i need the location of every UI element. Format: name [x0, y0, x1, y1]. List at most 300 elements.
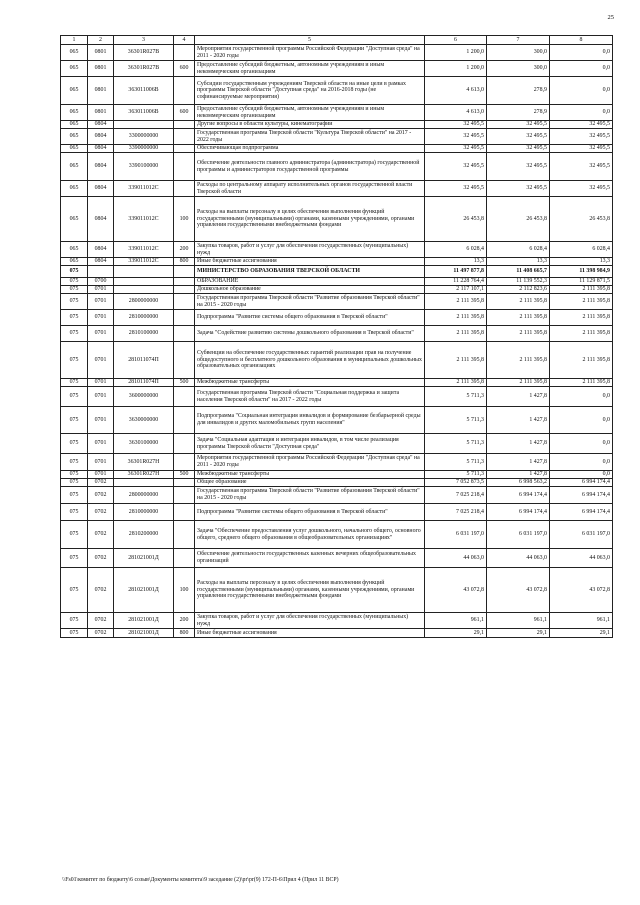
- cell-expense-type: [174, 145, 195, 153]
- cell-amount-col7: 6 028,4: [487, 242, 550, 258]
- table-row: [61, 61, 613, 77]
- table-row: [61, 145, 613, 153]
- cell-amount-col8: 32 495,5: [550, 153, 613, 181]
- cell-amount-col7: 1 427,8: [487, 471, 550, 479]
- cell-section-code: 0701: [88, 286, 114, 294]
- column-header: 7: [487, 36, 550, 45]
- cell-amount-col7: 300,0: [487, 45, 550, 61]
- cell-description: Иные бюджетные ассигнования: [195, 258, 425, 266]
- table-row: [61, 487, 613, 504]
- cell-expense-type: 600: [174, 105, 195, 121]
- cell-target-article: 2810100000: [114, 326, 174, 342]
- cell-description: Подпрограмма "Социальная интеграция инвалидов и формирование безбарьерной среды для инвалидов и других маломобильных групп населения": [195, 407, 425, 434]
- cell-ved-code: 075: [61, 294, 88, 310]
- cell-description: Субвенции на обеспечение государственных гарантий реализации прав на получение общедоступного и бесплатного дошкольного образования в муниципальных дошкольных образовательных организациях: [195, 342, 425, 379]
- cell-ved-code: 065: [61, 197, 88, 242]
- cell-amount-col8: 32 495,5: [550, 129, 613, 145]
- cell-ved-code: 065: [61, 258, 88, 266]
- cell-expense-type: [174, 278, 195, 286]
- cell-amount-col6: 7 025 218,4: [425, 504, 487, 521]
- cell-ved-code: 075: [61, 521, 88, 549]
- cell-amount-col6: 961,1: [425, 613, 487, 629]
- cell-expense-type: [174, 153, 195, 181]
- cell-section-code: 0801: [88, 61, 114, 77]
- cell-section-code: 0801: [88, 105, 114, 121]
- table-row: [61, 105, 613, 121]
- cell-amount-col6: 5 711,3: [425, 434, 487, 454]
- column-header: 6: [425, 36, 487, 45]
- cell-amount-col8: 6 994 174,4: [550, 487, 613, 504]
- cell-expense-type: 100: [174, 197, 195, 242]
- cell-amount-col7: 6 998 563,2: [487, 479, 550, 487]
- cell-amount-col8: 0,0: [550, 454, 613, 471]
- cell-amount-col6: 5 711,3: [425, 387, 487, 407]
- cell-amount-col6: 11 228 764,4: [425, 278, 487, 286]
- cell-amount-col6: 2 111 395,8: [425, 310, 487, 326]
- cell-description: Расходы на выплаты персоналу в целях обеспечения выполнения функций государственными (муниципальными) органами, казенными учреждениями, органами управления государственными внебюджетными фондами: [195, 197, 425, 242]
- cell-section-code: 0700: [88, 278, 114, 286]
- cell-amount-col7: 2 111 395,8: [487, 294, 550, 310]
- cell-amount-col8: 2 111 395,8: [550, 310, 613, 326]
- cell-section-code: 0701: [88, 471, 114, 479]
- cell-section-code: 0702: [88, 629, 114, 638]
- table-row: [61, 77, 613, 105]
- cell-ved-code: 075: [61, 342, 88, 379]
- cell-expense-type: [174, 479, 195, 487]
- cell-expense-type: 600: [174, 61, 195, 77]
- cell-expense-type: [174, 407, 195, 434]
- cell-section-code: 0702: [88, 568, 114, 613]
- cell-ved-code: 065: [61, 153, 88, 181]
- table-row: [61, 310, 613, 326]
- table-row: [61, 45, 613, 61]
- cell-amount-col7: 13,3: [487, 258, 550, 266]
- cell-section-code: 0701: [88, 407, 114, 434]
- cell-expense-type: [174, 294, 195, 310]
- cell-amount-col7: 44 063,0: [487, 549, 550, 568]
- cell-ved-code: 065: [61, 121, 88, 129]
- cell-amount-col8: 13,3: [550, 258, 613, 266]
- cell-description: Подпрограмма "Развитие системы общего образования в Тверской области": [195, 310, 425, 326]
- table-row: [61, 286, 613, 294]
- cell-amount-col6: 5 711,3: [425, 454, 487, 471]
- cell-amount-col6: 4 613,0: [425, 77, 487, 105]
- cell-ved-code: 065: [61, 105, 88, 121]
- cell-ved-code: 065: [61, 77, 88, 105]
- cell-section-code: 0701: [88, 454, 114, 471]
- cell-target-article: 281021001Д: [114, 549, 174, 568]
- table-row: [61, 258, 613, 266]
- table-body: [61, 45, 613, 638]
- table-header-row: [61, 36, 613, 45]
- cell-amount-col8: 2 111 395,8: [550, 379, 613, 387]
- table-row: [61, 294, 613, 310]
- cell-amount-col6: 6 028,4: [425, 242, 487, 258]
- cell-amount-col7: 29,1: [487, 629, 550, 638]
- cell-ved-code: 075: [61, 454, 88, 471]
- cell-amount-col6: 2 111 395,8: [425, 326, 487, 342]
- cell-amount-col7: 278,9: [487, 77, 550, 105]
- cell-section-code: 0702: [88, 504, 114, 521]
- cell-expense-type: [174, 326, 195, 342]
- cell-expense-type: [174, 310, 195, 326]
- cell-amount-col7: 32 495,5: [487, 181, 550, 197]
- cell-description: Государственная программа Тверской области "Культура Тверской области" на 2017 - 2022 годы: [195, 129, 425, 145]
- cell-section-code: 0702: [88, 521, 114, 549]
- cell-amount-col8: 961,1: [550, 613, 613, 629]
- cell-target-article: 281021001Д: [114, 629, 174, 638]
- cell-target-article: 339011012С: [114, 181, 174, 197]
- cell-amount-col7: 2 112 823,6: [487, 286, 550, 294]
- cell-description: Задача "Социальная адаптация и интеграция инвалидов, в том числе реализация программы Тверской области "Доступная среда": [195, 434, 425, 454]
- table-row: [61, 479, 613, 487]
- cell-amount-col6: 5 711,3: [425, 407, 487, 434]
- cell-section-code: 0702: [88, 479, 114, 487]
- table-row: [61, 342, 613, 379]
- cell-target-article: 3390100000: [114, 153, 174, 181]
- table-row: [61, 471, 613, 479]
- cell-description: Закупка товаров, работ и услуг для обеспечения государственных (муниципальных) нужд: [195, 242, 425, 258]
- cell-description: ОБРАЗОВАНИЕ: [195, 278, 425, 286]
- cell-section-code: 0701: [88, 342, 114, 379]
- cell-ved-code: 075: [61, 407, 88, 434]
- cell-expense-type: [174, 45, 195, 61]
- cell-amount-col6: 5 711,3: [425, 471, 487, 479]
- cell-description: Расходы на выплаты персоналу в целях обеспечения выполнения функций государственными (муниципальными) органами, казенными учреждениями, органами управления государственными внебюджетными фондами: [195, 568, 425, 613]
- cell-amount-col8: 26 453,8: [550, 197, 613, 242]
- cell-amount-col8: 2 111 395,8: [550, 294, 613, 310]
- table-row: [61, 242, 613, 258]
- table-row: [61, 379, 613, 387]
- table-row: [61, 326, 613, 342]
- table-row: [61, 629, 613, 638]
- table-row: [61, 568, 613, 613]
- cell-target-article: 3630100000: [114, 434, 174, 454]
- cell-amount-col7: 1 427,8: [487, 387, 550, 407]
- table-row: [61, 613, 613, 629]
- cell-ved-code: 075: [61, 326, 88, 342]
- cell-expense-type: 200: [174, 613, 195, 629]
- cell-amount-col8: 6 031 197,0: [550, 521, 613, 549]
- cell-amount-col7: 32 495,5: [487, 145, 550, 153]
- cell-amount-col7: 6 994 174,4: [487, 487, 550, 504]
- column-header: 1: [61, 36, 88, 45]
- cell-target-article: 36301R027Н: [114, 471, 174, 479]
- cell-section-code: 0804: [88, 129, 114, 145]
- cell-description: Подпрограмма "Развитие системы общего образования в Тверской области": [195, 504, 425, 521]
- cell-description: Закупка товаров, работ и услуг для обеспечения государственных (муниципальных) нужд: [195, 613, 425, 629]
- cell-amount-col8: 6 028,4: [550, 242, 613, 258]
- table-row: [61, 121, 613, 129]
- cell-expense-type: 800: [174, 629, 195, 638]
- cell-amount-col8: 2 111 395,8: [550, 286, 613, 294]
- cell-description: Обеспечение деятельности главного администратора (администратора) государственной программы и администраторов государственной программы: [195, 153, 425, 181]
- cell-target-article: 3390000000: [114, 145, 174, 153]
- cell-description: Предоставление субсидий бюджетным, автономным учреждениям и иным некоммерческим организациям: [195, 61, 425, 77]
- cell-section-code: 0701: [88, 434, 114, 454]
- cell-description: Предоставление субсидий бюджетным, автономным учреждениям и иным некоммерческим организациям: [195, 105, 425, 121]
- cell-amount-col7: 300,0: [487, 61, 550, 77]
- cell-target-article: 281011074П: [114, 379, 174, 387]
- cell-target-article: 36301R027В: [114, 45, 174, 61]
- cell-section-code: 0801: [88, 45, 114, 61]
- budget-table: [60, 35, 613, 638]
- table-row: [61, 504, 613, 521]
- cell-amount-col7: 1 427,8: [487, 407, 550, 434]
- cell-target-article: 3630000000: [114, 407, 174, 434]
- cell-ved-code: 065: [61, 129, 88, 145]
- cell-amount-col8: 0,0: [550, 387, 613, 407]
- table-row: [61, 387, 613, 407]
- cell-expense-type: [174, 434, 195, 454]
- cell-target-article: 363011006В: [114, 105, 174, 121]
- cell-amount-col6: 32 495,5: [425, 181, 487, 197]
- cell-section-code: 0804: [88, 121, 114, 129]
- cell-section-code: 0804: [88, 258, 114, 266]
- column-header: 2: [88, 36, 114, 45]
- cell-target-article: 339011012С: [114, 258, 174, 266]
- cell-section-code: 0702: [88, 613, 114, 629]
- cell-amount-col8: 29,1: [550, 629, 613, 638]
- cell-ved-code: 075: [61, 629, 88, 638]
- cell-description: Иные бюджетные ассигнования: [195, 629, 425, 638]
- cell-expense-type: [174, 181, 195, 197]
- cell-expense-type: [174, 266, 195, 278]
- cell-amount-col8: 0,0: [550, 434, 613, 454]
- cell-ved-code: 075: [61, 286, 88, 294]
- cell-expense-type: 500: [174, 471, 195, 479]
- cell-section-code: 0801: [88, 77, 114, 105]
- cell-amount-col7: 11 408 665,7: [487, 266, 550, 278]
- cell-description: Обеспечение деятельности государственных казенных вечерних общеобразовательных организаций: [195, 549, 425, 568]
- cell-section-code: 0701: [88, 379, 114, 387]
- table-row: [61, 197, 613, 242]
- cell-amount-col7: 43 072,8: [487, 568, 550, 613]
- cell-section-code: 0701: [88, 310, 114, 326]
- cell-amount-col8: 0,0: [550, 407, 613, 434]
- cell-ved-code: 065: [61, 61, 88, 77]
- column-header: 8: [550, 36, 613, 45]
- cell-amount-col6: 2 117 107,1: [425, 286, 487, 294]
- cell-amount-col6: 6 031 197,0: [425, 521, 487, 549]
- cell-ved-code: 065: [61, 145, 88, 153]
- cell-amount-col8: 44 063,0: [550, 549, 613, 568]
- cell-ved-code: 075: [61, 471, 88, 479]
- cell-amount-col7: 961,1: [487, 613, 550, 629]
- cell-ved-code: 065: [61, 45, 88, 61]
- cell-description: Дошкольное образование: [195, 286, 425, 294]
- cell-amount-col6: 44 063,0: [425, 549, 487, 568]
- cell-description: Межбюджетные трансферты: [195, 379, 425, 387]
- cell-amount-col8: 32 495,5: [550, 181, 613, 197]
- cell-amount-col7: 1 427,8: [487, 454, 550, 471]
- cell-amount-col7: 32 495,5: [487, 121, 550, 129]
- cell-target-article: 2800000000: [114, 294, 174, 310]
- table-row: [61, 454, 613, 471]
- cell-description: Субсидии государственным учреждениям Тверской области на иные цели в рамках программы Тверской области "Доступная среда" на 2016-2018 годы (не софинансируемые мероприятия): [195, 77, 425, 105]
- cell-amount-col6: 43 072,8: [425, 568, 487, 613]
- cell-amount-col8: 0,0: [550, 61, 613, 77]
- cell-ved-code: 075: [61, 613, 88, 629]
- cell-expense-type: 200: [174, 242, 195, 258]
- cell-expense-type: [174, 549, 195, 568]
- cell-ved-code: 075: [61, 504, 88, 521]
- cell-description: Обеспечивающая подпрограмма: [195, 145, 425, 153]
- cell-amount-col6: 32 495,5: [425, 145, 487, 153]
- cell-section-code: 0702: [88, 487, 114, 504]
- cell-description: МИНИСТЕРСТВО ОБРАЗОВАНИЯ ТВЕРСКОЙ ОБЛАСТИ: [195, 266, 425, 278]
- cell-description: Общее образование: [195, 479, 425, 487]
- cell-amount-col8: 11 398 984,9: [550, 266, 613, 278]
- cell-amount-col6: 32 495,5: [425, 121, 487, 129]
- cell-target-article: 36301R027Н: [114, 454, 174, 471]
- cell-ved-code: 075: [61, 479, 88, 487]
- cell-expense-type: 100: [174, 568, 195, 613]
- cell-expense-type: [174, 77, 195, 105]
- cell-section-code: 0804: [88, 197, 114, 242]
- cell-amount-col6: 2 111 395,8: [425, 342, 487, 379]
- table-row: [61, 266, 613, 278]
- column-header: 3: [114, 36, 174, 45]
- cell-amount-col6: 4 613,0: [425, 105, 487, 121]
- cell-expense-type: [174, 387, 195, 407]
- table-row: [61, 549, 613, 568]
- cell-target-article: 2810000000: [114, 310, 174, 326]
- cell-ved-code: 075: [61, 568, 88, 613]
- cell-amount-col7: 2 111 395,8: [487, 342, 550, 379]
- cell-ved-code: 075: [61, 387, 88, 407]
- cell-target-article: [114, 479, 174, 487]
- cell-amount-col6: 2 111 395,8: [425, 294, 487, 310]
- cell-section-code: 0702: [88, 549, 114, 568]
- cell-amount-col8: 6 994 174,4: [550, 504, 613, 521]
- cell-expense-type: [174, 129, 195, 145]
- cell-amount-col6: 32 495,5: [425, 153, 487, 181]
- cell-amount-col8: 0,0: [550, 105, 613, 121]
- cell-expense-type: [174, 454, 195, 471]
- cell-section-code: 0804: [88, 181, 114, 197]
- cell-section-code: 0804: [88, 145, 114, 153]
- cell-ved-code: 065: [61, 181, 88, 197]
- cell-amount-col7: 11 139 552,3: [487, 278, 550, 286]
- cell-description: Мероприятия государственной программы Российской Федерации "Доступная среда" на 2011 - 2020 годы: [195, 45, 425, 61]
- cell-description: Межбюджетные трансферты: [195, 471, 425, 479]
- cell-amount-col6: 26 453,8: [425, 197, 487, 242]
- cell-expense-type: 800: [174, 258, 195, 266]
- cell-description: Государственная программа Тверской области "Развитие образования Тверской области" на 2015 - 2020 годы: [195, 487, 425, 504]
- table-row: [61, 129, 613, 145]
- table-row: [61, 434, 613, 454]
- cell-section-code: [88, 266, 114, 278]
- cell-ved-code: 075: [61, 266, 88, 278]
- cell-amount-col7: 6 994 174,4: [487, 504, 550, 521]
- cell-amount-col8: 6 994 174,4: [550, 479, 613, 487]
- cell-ved-code: 075: [61, 549, 88, 568]
- cell-ved-code: 075: [61, 278, 88, 286]
- cell-expense-type: [174, 121, 195, 129]
- cell-expense-type: [174, 487, 195, 504]
- table-row: [61, 278, 613, 286]
- cell-target-article: [114, 266, 174, 278]
- page-number: 25: [607, 14, 614, 21]
- cell-ved-code: 075: [61, 379, 88, 387]
- cell-amount-col8: 43 072,8: [550, 568, 613, 613]
- cell-amount-col7: 32 495,5: [487, 153, 550, 181]
- cell-amount-col7: 26 453,8: [487, 197, 550, 242]
- cell-ved-code: 075: [61, 487, 88, 504]
- cell-target-article: [114, 286, 174, 294]
- cell-amount-col8: 11 129 871,5: [550, 278, 613, 286]
- cell-section-code: 0701: [88, 387, 114, 407]
- cell-expense-type: [174, 504, 195, 521]
- table-row: [61, 521, 613, 549]
- cell-amount-col8: 32 495,5: [550, 145, 613, 153]
- cell-target-article: 36301R027В: [114, 61, 174, 77]
- cell-ved-code: 065: [61, 242, 88, 258]
- cell-amount-col6: 13,3: [425, 258, 487, 266]
- cell-section-code: 0701: [88, 326, 114, 342]
- cell-target-article: 339011012С: [114, 242, 174, 258]
- cell-amount-col7: 2 111 395,8: [487, 310, 550, 326]
- cell-amount-col6: 2 111 395,8: [425, 379, 487, 387]
- table-row: [61, 153, 613, 181]
- cell-description: Другие вопросы в области культуры, кинематографии: [195, 121, 425, 129]
- cell-amount-col6: 7 052 873,5: [425, 479, 487, 487]
- cell-ved-code: 075: [61, 310, 88, 326]
- cell-amount-col6: 11 497 877,8: [425, 266, 487, 278]
- cell-section-code: 0804: [88, 153, 114, 181]
- cell-description: Мероприятия государственной программы Российской Федерации "Доступная среда" на 2011 - 2020 годы: [195, 454, 425, 471]
- cell-target-article: 2810200000: [114, 521, 174, 549]
- column-header: 5: [195, 36, 425, 45]
- cell-target-article: 281011074П: [114, 342, 174, 379]
- cell-description: Расходы по центральному аппарату исполнительных органов государственной власти Тверской области: [195, 181, 425, 197]
- cell-target-article: 281021001Д: [114, 568, 174, 613]
- cell-amount-col8: 2 111 395,8: [550, 326, 613, 342]
- cell-ved-code: 075: [61, 434, 88, 454]
- cell-expense-type: [174, 521, 195, 549]
- cell-section-code: 0804: [88, 242, 114, 258]
- cell-description: Задача "Содействие развитию системы дошкольного образования в Тверской области": [195, 326, 425, 342]
- cell-amount-col6: 29,1: [425, 629, 487, 638]
- cell-target-article: 281021001Д: [114, 613, 174, 629]
- cell-expense-type: [174, 286, 195, 294]
- cell-amount-col8: 32 495,5: [550, 121, 613, 129]
- cell-amount-col7: 2 111 395,8: [487, 379, 550, 387]
- cell-amount-col7: 278,9: [487, 105, 550, 121]
- cell-amount-col7: 1 427,8: [487, 434, 550, 454]
- cell-amount-col6: 1 200,0: [425, 61, 487, 77]
- cell-amount-col7: 32 495,5: [487, 129, 550, 145]
- footer-file-path: \\Fs01\комитет по бюджету\6 созыв\Документы комитета\9 заседание (2)\pr\pr(9) 172-П-6\Прил 4 (Прил 11 ВСР): [62, 877, 339, 883]
- cell-description: Задача "Обеспечение предоставления услуг дошкольного, начального общего, основного общего, среднего общего образования в общеобразовательных организациях": [195, 521, 425, 549]
- cell-amount-col6: 7 025 218,4: [425, 487, 487, 504]
- cell-target-article: 3600000000: [114, 387, 174, 407]
- cell-target-article: 339011012С: [114, 197, 174, 242]
- cell-expense-type: 500: [174, 379, 195, 387]
- table-row: [61, 407, 613, 434]
- cell-section-code: 0701: [88, 294, 114, 310]
- cell-target-article: 3300000000: [114, 129, 174, 145]
- cell-amount-col7: 6 031 197,0: [487, 521, 550, 549]
- cell-amount-col7: 2 111 395,8: [487, 326, 550, 342]
- cell-amount-col8: 2 111 395,8: [550, 342, 613, 379]
- cell-amount-col8: 0,0: [550, 471, 613, 479]
- cell-amount-col8: 0,0: [550, 45, 613, 61]
- column-header: 4: [174, 36, 195, 45]
- cell-target-article: [114, 121, 174, 129]
- cell-target-article: [114, 278, 174, 286]
